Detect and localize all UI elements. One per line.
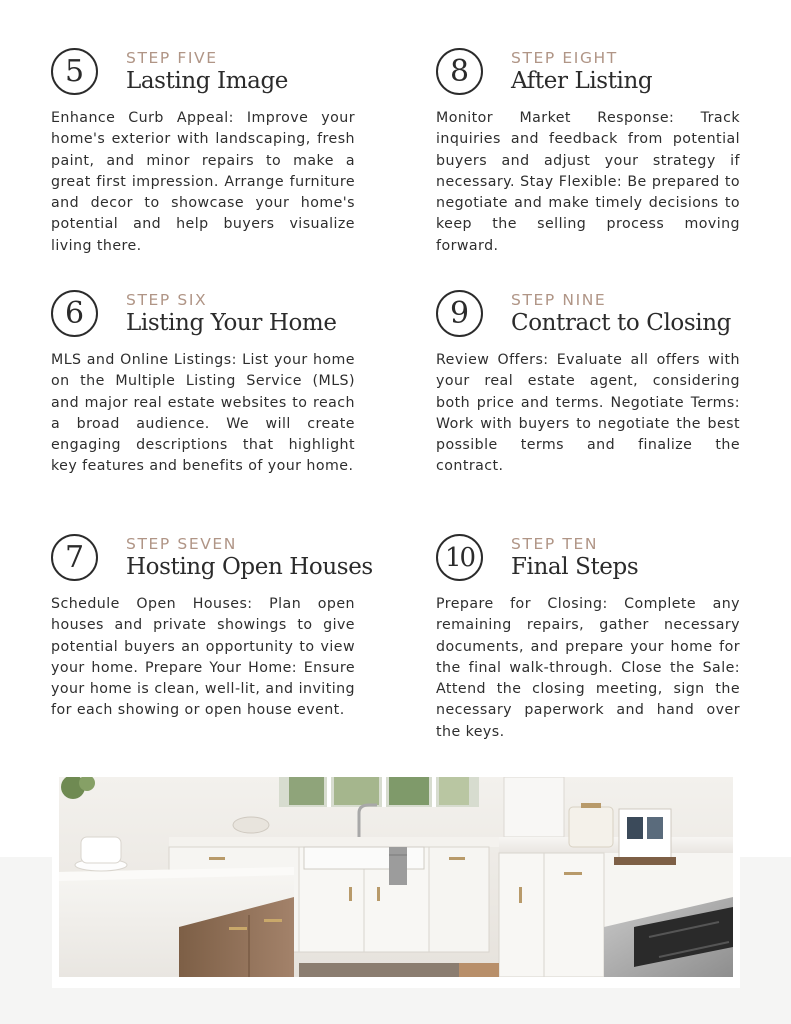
kitchen-photo <box>59 777 733 977</box>
step-title: Listing Your Home <box>126 310 337 336</box>
step-body: Review Offers: Evaluate all offers with your real estate agent, considering both price and terms. Negotiate Terms: Work with buyers to negotiate the best possible terms and finalize the contract. <box>436 352 740 475</box>
step-label: STEP FIVE <box>126 49 218 67</box>
step-title: After Listing <box>511 68 653 94</box>
step-number-circle: 6 <box>51 290 98 337</box>
step-title: Final Steps <box>511 554 639 580</box>
step-label: STEP SEVEN <box>126 535 237 553</box>
step-body: MLS and Online Listings: List your home on the Multiple Listing Service (MLS) and major real estate websites to reach a broad audience. We will create engaging descriptions that highlight key features and benefits of your home. <box>51 352 355 475</box>
kitchen-illustration <box>59 777 733 977</box>
step-body: Prepare for Closing: Complete any remaining repairs, gather necessary documents, and prepare your home for the final walk-through. Close the Sale: Attend the closing meeting, sign the necessary paperwork and hand over the keys. <box>436 596 740 740</box>
step-label: STEP EIGHT <box>511 49 618 67</box>
step-number-circle: 7 <box>51 534 98 581</box>
step-body: Monitor Market Response: Track inquiries and feedback from potential buyers and adjust your strategy if necessary. Stay Flexible: Be prepared to negotiate and make timely decisions to keep the selling process moving forward. <box>436 110 740 254</box>
step-title: Hosting Open Houses <box>126 554 373 580</box>
step-title: Contract to Closing <box>511 310 731 336</box>
step-body: Schedule Open Houses: Plan open houses and private showings to give potential buyers an opportunity to view your home. Prepare Your Home: Ensure your home is clean, well-lit, and inviting for each showing or open house event. <box>51 596 355 719</box>
step-number-circle: 5 <box>51 48 98 95</box>
step-number-circle: 8 <box>436 48 483 95</box>
kitchen-photo-frame <box>52 770 740 988</box>
step-body: Enhance Curb Appeal: Improve your home's exterior with landscaping, fresh paint, and minor repairs to make a great first impression. Arrange furniture and decor to showcase your home's potential and help buyers visualize living there. <box>51 110 355 254</box>
step-number-circle: 9 <box>436 290 483 337</box>
step-number-circle: 10 <box>436 534 483 581</box>
step-label: STEP TEN <box>511 535 599 553</box>
step-label: STEP NINE <box>511 291 607 309</box>
step-label: STEP SIX <box>126 291 208 309</box>
step-title: Lasting Image <box>126 68 288 94</box>
